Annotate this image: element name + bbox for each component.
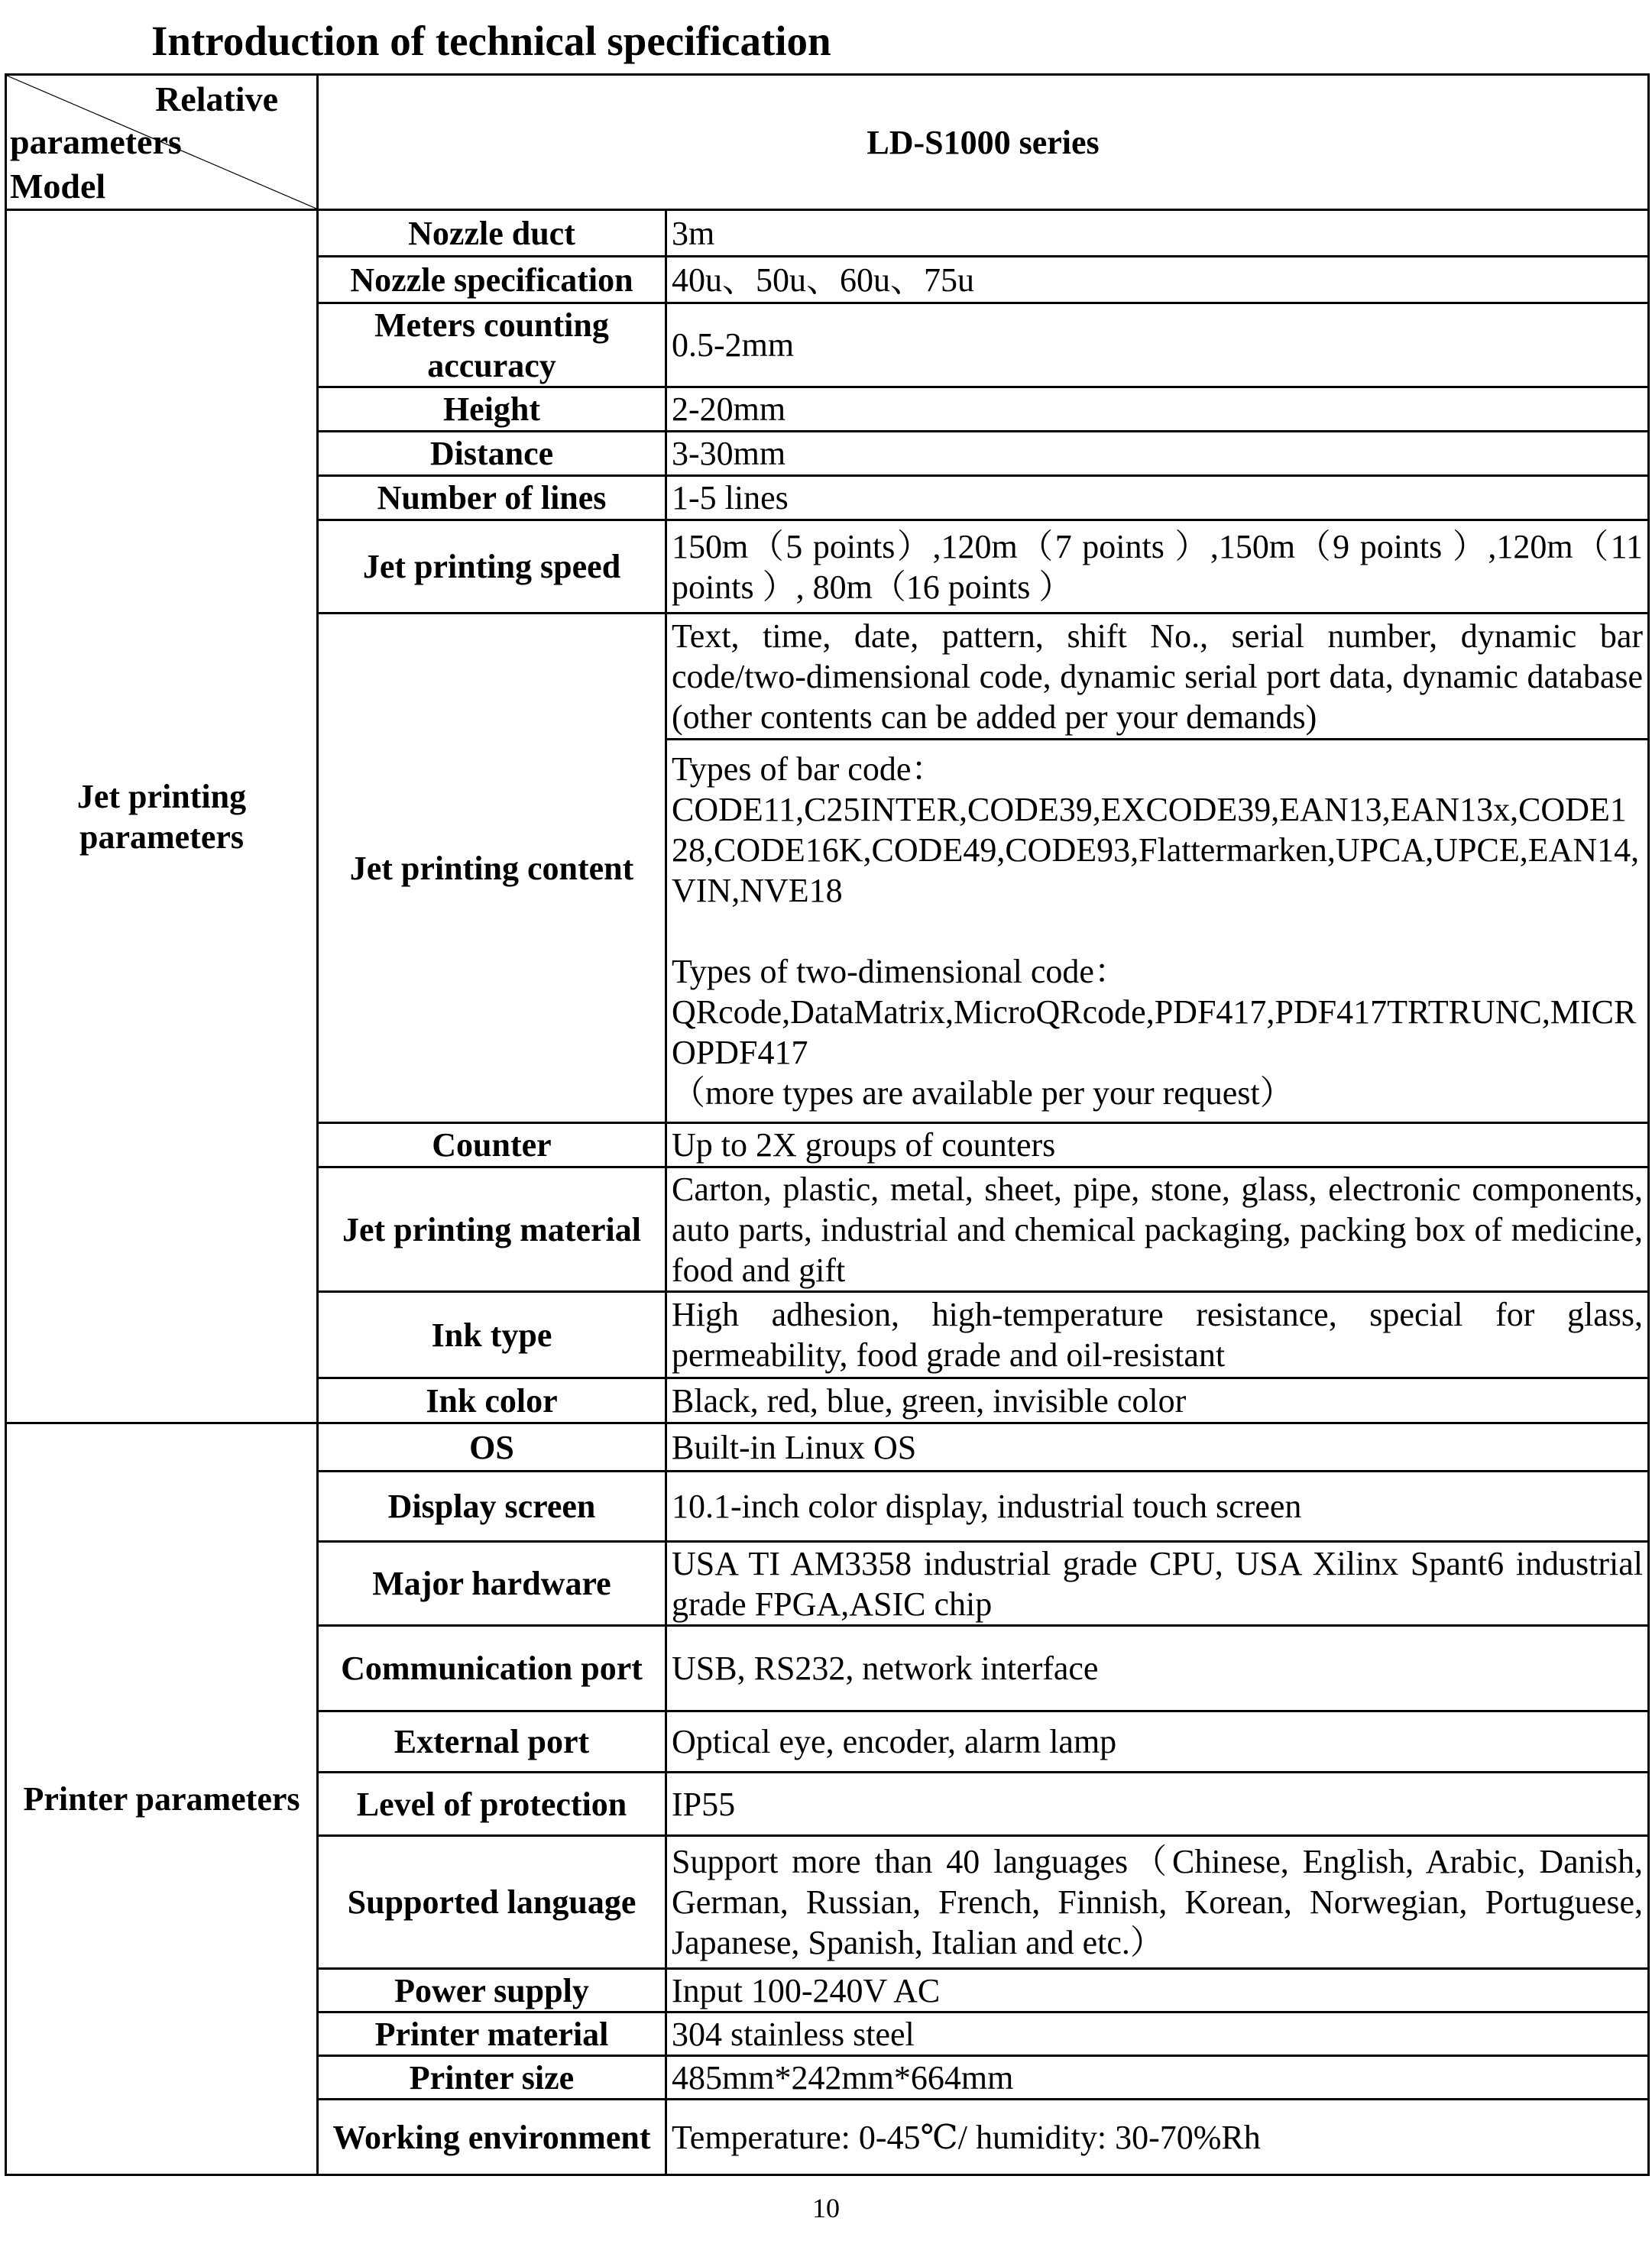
table-row bbox=[6, 210, 1649, 257]
corner-label-parameters: parameters bbox=[10, 122, 182, 161]
spec-table bbox=[5, 73, 1650, 2176]
param-label: OS bbox=[318, 1423, 666, 1472]
param-value: 304 stainless steel bbox=[666, 2012, 1649, 2056]
param-label: Major hardware bbox=[318, 1542, 666, 1626]
param-value: 150m（5 points）,120m（7 points ）,150m（9 points ）,120m（11 points ）, 80m（16 points ） bbox=[666, 520, 1649, 614]
param-label: Printer material bbox=[318, 2012, 666, 2056]
corner-label-relative: Relative bbox=[155, 79, 278, 118]
param-label: External port bbox=[318, 1711, 666, 1773]
param-value: High adhesion, high-temperature resistance, special for glass, permeability, food grade and oil-resistant bbox=[666, 1292, 1649, 1378]
param-label: Power supply bbox=[318, 1969, 666, 2012]
param-label: Ink type bbox=[318, 1292, 666, 1378]
param-label: Number of lines bbox=[318, 476, 666, 520]
param-label: Counter bbox=[318, 1123, 666, 1167]
param-value: 3-30mm bbox=[666, 432, 1649, 476]
param-label: Height bbox=[318, 387, 666, 432]
model-name: LD-S1000 series bbox=[318, 75, 1649, 210]
param-label: Supported language bbox=[318, 1836, 666, 1969]
param-value: 40u、50u、60u、75u bbox=[666, 257, 1649, 303]
param-value: Up to 2X groups of counters bbox=[666, 1123, 1649, 1167]
corner-cell bbox=[6, 75, 318, 210]
param-value: 2-20mm bbox=[666, 387, 1649, 432]
param-value: USA TI AM3358 industrial grade CPU, USA Xilinx Spant6 industrial grade FPGA,ASIC chip bbox=[666, 1542, 1649, 1626]
param-value: Black, red, blue, green, invisible color bbox=[666, 1378, 1649, 1423]
page-number: 10 bbox=[812, 2193, 840, 2223]
param-value: Built-in Linux OS bbox=[666, 1423, 1649, 1472]
param-value: Temperature: 0-45℃/ humidity: 30-70%Rh bbox=[666, 2100, 1649, 2175]
param-label: Nozzle specification bbox=[318, 257, 666, 303]
param-value: Carton, plastic, metal, sheet, pipe, stone, glass, electronic components, auto parts, industrial and chemical packaging, packing box of medicine, food and gift bbox=[666, 1167, 1649, 1292]
param-label: Distance bbox=[318, 432, 666, 476]
param-value: 10.1-inch color display, industrial touch screen bbox=[666, 1472, 1649, 1542]
qr-heading: Types of two-dimensional code： bbox=[672, 953, 1128, 990]
param-value: 0.5-2mm bbox=[666, 303, 1649, 387]
table-row bbox=[6, 1423, 1649, 1472]
param-value: 3m bbox=[666, 210, 1649, 257]
param-label: Display screen bbox=[318, 1472, 666, 1542]
param-value: 485mm*242mm*664mm bbox=[666, 2056, 1649, 2100]
table-header-row bbox=[6, 75, 1649, 210]
barcode-heading: Types of bar code： bbox=[672, 750, 945, 788]
code-types-cell bbox=[666, 740, 1649, 1123]
document-title: Introduction of technical specification bbox=[151, 18, 831, 64]
param-label: Level of protection bbox=[318, 1773, 666, 1836]
qr-list: QRcode,DataMatrix,MicroQRcode,PDF417,PDF417TRTRUNC,MICROPDF417 bbox=[672, 993, 1637, 1071]
param-label: Jet printing material bbox=[318, 1167, 666, 1292]
param-label: Printer size bbox=[318, 2056, 666, 2100]
param-label: Meters counting accuracy bbox=[318, 303, 666, 387]
qr-note: （more types are available per your request） bbox=[672, 1074, 1294, 1112]
param-value: 1-5 lines bbox=[666, 476, 1649, 520]
group-jet-printing: Jet printing parameters bbox=[6, 210, 318, 1423]
param-value: Optical eye, encoder, alarm lamp bbox=[666, 1711, 1649, 1773]
param-value: Input 100-240V AC bbox=[666, 1969, 1649, 2012]
param-value: Text, time, date, pattern, shift No., serial number, dynamic bar code/two-dimensional code, dynamic serial port data, dynamic database (other contents can be added per your demands) bbox=[666, 614, 1649, 740]
param-label: Nozzle duct bbox=[318, 210, 666, 257]
group-printer: Printer parameters bbox=[6, 1423, 318, 2175]
barcode-list: CODE11,C25INTER,CODE39,EXCODE39,EAN13,EAN13x,CODE128,CODE16K,CODE49,CODE93,Flattermarken,UPCA,UPCE,EAN14,VIN,NVE18 bbox=[672, 791, 1640, 909]
param-value: IP55 bbox=[666, 1773, 1649, 1836]
corner-label-model: Model bbox=[10, 167, 106, 206]
param-label: Ink color bbox=[318, 1378, 666, 1423]
param-label: Jet printing speed bbox=[318, 520, 666, 614]
spacer bbox=[672, 911, 1643, 951]
param-label: Working environment bbox=[318, 2100, 666, 2175]
param-label: Jet printing content bbox=[318, 614, 666, 1123]
param-value: Support more than 40 languages（Chinese, English, Arabic, Danish, German, Russian, French, Finnish, Korean, Norwegian, Portuguese, Japanese, Spanish, Italian and etc.） bbox=[666, 1836, 1649, 1969]
param-label: Communication port bbox=[318, 1626, 666, 1711]
param-value: USB, RS232, network interface bbox=[666, 1626, 1649, 1711]
